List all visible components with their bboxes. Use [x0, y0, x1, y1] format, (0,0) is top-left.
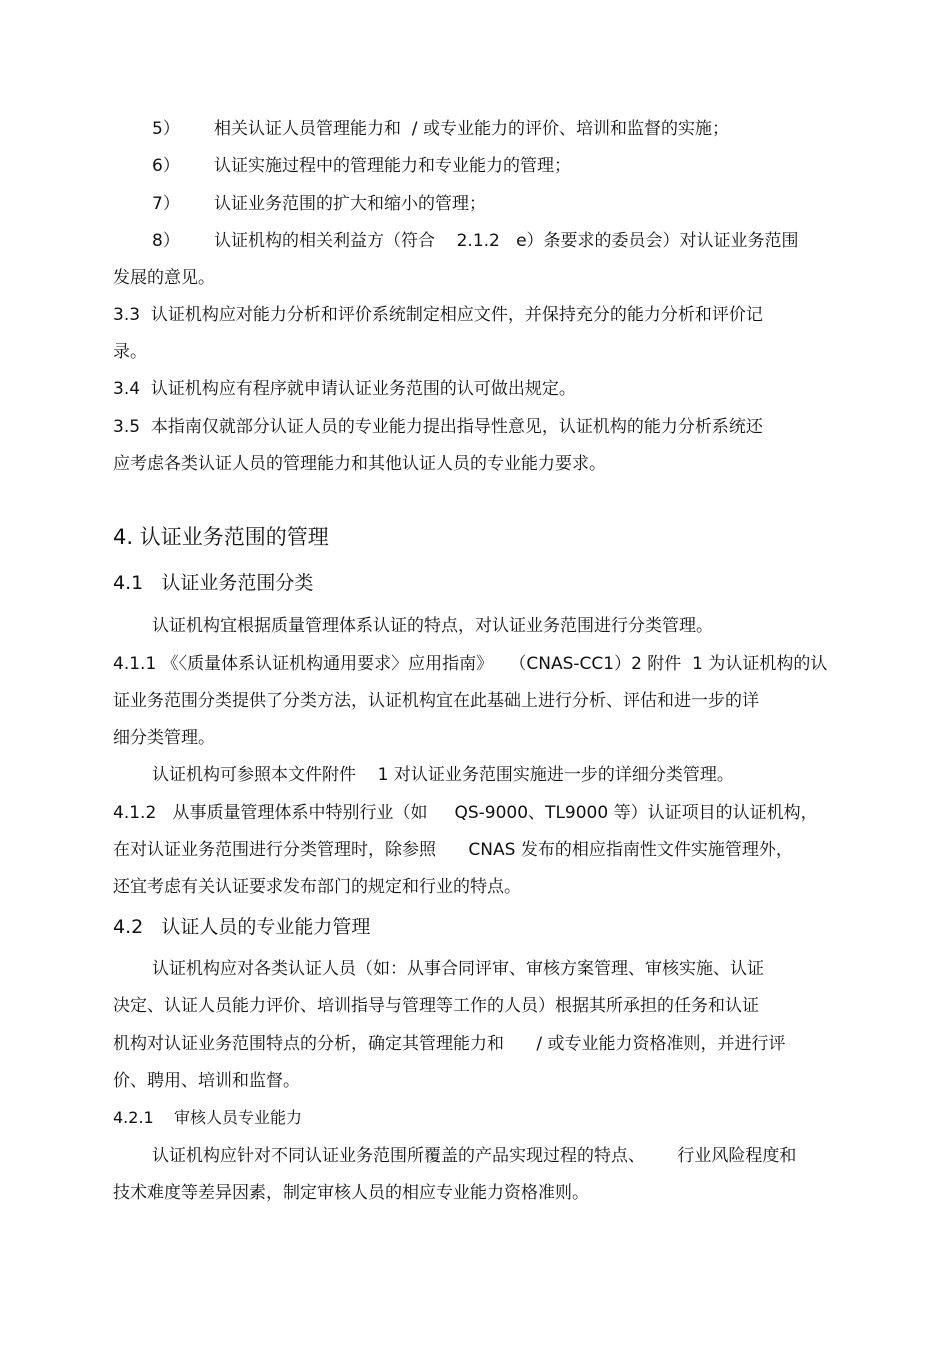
section-4-2-1-paragraph-line2: 技术难度等差异因素，制定审核人员的相应专业能力资格准则。 [113, 1183, 589, 1203]
section-4-2-paragraph-line4: 价、聘用、培训和监督。 [113, 1071, 300, 1091]
section-4-2-1-heading: 4.2.1 审核人员专业能力 [113, 1108, 303, 1127]
clause-4-1-1-line1: 4.1.1 《〈质量体系认证机构通用要求〉应用指南》 （CNAS-CC1）2 附件 1 为认证机构的认 [113, 654, 828, 674]
clause-4-1-1-line4: 认证机构可参照本文件附件 1 对认证业务范围实施进一步的详细分类管理。 [152, 765, 734, 785]
list-item-7-num: 7） [152, 194, 180, 214]
clause-4-1-1-line2: 证业务范围分类提供了分类方法，认证机构宜在此基础上进行分析、评估和进一步的详 [113, 691, 759, 711]
section-4-1-paragraph: 认证机构宜根据质量管理体系认证的特点，对认证业务范围进行分类管理。 [152, 616, 713, 636]
list-item-8-text: 认证机构的相关利益方（符合 2.1.2 e）条要求的委员会）对认证业务范围 [214, 231, 799, 251]
clause-4-1-2-line2: 在对认证业务范围进行分类管理时，除参照 CNAS 发布的相应指南性文件实施管理外， [113, 840, 793, 860]
clause-3-5-line1: 3.5 本指南仅就部分认证人员的专业能力提出指导性意见，认证机构的能力分析系统还 [113, 417, 763, 437]
list-item-6-num: 6） [152, 156, 180, 176]
section-4-heading: 4. 认证业务范围的管理 [113, 525, 329, 549]
list-item-5-text: 相关认证人员管理能力和 / 或专业能力的评价、培训和监督的实施； [214, 119, 729, 139]
list-item-8-num: 8） [152, 231, 180, 251]
section-4-2-paragraph-line1: 认证机构应对各类认证人员（如：从事合同评审、审核方案管理、审核实施、认证 [152, 959, 764, 979]
section-4-2-1-paragraph-line1: 认证机构应针对不同认证业务范围所覆盖的产品实现过程的特点、 行业风险程度和 [152, 1146, 797, 1166]
clause-3-3-line1: 3.3 认证机构应对能力分析和评价系统制定相应文件，并保持充分的能力分析和评价记 [113, 305, 763, 325]
section-4-2-paragraph-line2: 决定、认证人员能力评价、培训指导与管理等工作的人员）根据其所承担的任务和认证 [113, 996, 759, 1016]
list-item-8-continuation: 发展的意见。 [113, 268, 215, 288]
list-item-7-text: 认证业务范围的扩大和缩小的管理； [214, 194, 486, 214]
section-4-2-heading: 4.2 认证人员的专业能力管理 [113, 916, 371, 938]
list-item-6-text: 认证实施过程中的管理能力和专业能力的管理； [214, 156, 571, 176]
clause-3-3-line2: 录。 [113, 342, 147, 362]
clause-3-4: 3.4 认证机构应有程序就申请认证业务范围的认可做出规定。 [113, 379, 576, 399]
clause-4-1-2-line1: 4.1.2 从事质量管理体系中特别行业（如 QS-9000、TL9000 等）认证项目的认证机构， [113, 803, 818, 823]
clause-4-1-2-line3: 还宜考虑有关认证要求发布部门的规定和行业的特点。 [113, 877, 521, 897]
list-item-5-num: 5） [152, 119, 180, 139]
section-4-1-heading: 4.1 认证业务范围分类 [113, 572, 314, 594]
clause-3-5-line2: 应考虑各类认证人员的管理能力和其他认证人员的专业能力要求。 [113, 454, 606, 474]
clause-4-1-1-line3: 细分类管理。 [113, 728, 215, 748]
section-4-2-paragraph-line3: 机构对认证业务范围特点的分析，确定其管理能力和 / 或专业能力资格准则，并进行评 [113, 1034, 786, 1054]
